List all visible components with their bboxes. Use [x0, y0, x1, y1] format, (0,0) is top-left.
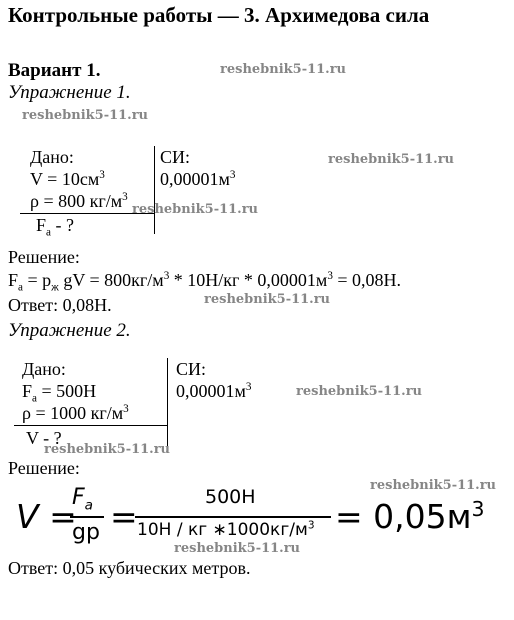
ex2-fraction-bar-2: [135, 516, 331, 518]
ex1-density-given: ρ = 800 $кг/м^3$: [30, 191, 128, 211]
watermark-6: reshebnik5-11.ru: [296, 384, 423, 399]
ex2-formula-v: V =: [16, 497, 77, 536]
ex2-divider-horizontal: [14, 425, 167, 426]
ex1-volume-si: $0,00001м^3$: [160, 169, 236, 189]
ex2-find: V - ?: [26, 428, 62, 448]
ex2-formula-denominator-1: gp: [72, 520, 100, 545]
ex2-fraction-bar-1: [70, 516, 104, 518]
ex1-si-label: СИ:: [160, 147, 191, 167]
ex2-answer: Ответ: 0,05 кубических метров.: [8, 558, 251, 578]
ex1-answer: Ответ: 0,08Н.: [8, 295, 112, 315]
ex1-formula: $F_а = p_ж$ gV = $800кг/м^3 * 10Н/кг * 0,00001м^3 = 0,08Н$.: [8, 270, 402, 294]
ex2-force-si: $0,00001м^3$: [176, 381, 252, 401]
ex2-si-label: СИ:: [176, 359, 207, 379]
exercise-1-heading: Упражнение 1.: [8, 82, 131, 103]
ex1-volume-given: $V = 10см^3$: [30, 169, 105, 189]
ex2-formula-denominator-2: 10Н / кг $∗1000кг/м^3$: [137, 519, 315, 540]
watermark-5: reshebnik5-11.ru: [204, 292, 331, 307]
ex2-formula-numerator-2: 500Н: [205, 486, 256, 508]
ex2-given-label: Дано:: [22, 359, 66, 379]
watermark-8: reshebnik5-11.ru: [370, 478, 497, 493]
ex1-given-label: Дано:: [30, 147, 74, 167]
page-title: Контрольные работы — 3. Архимедова сила: [8, 3, 430, 27]
ex2-formula-equals: =: [110, 497, 138, 536]
ex2-formula-result: = $0,05м^3$: [335, 497, 485, 536]
ex2-solution-label: Решение:: [8, 458, 80, 478]
ex2-force-given: $F_а = 500Н$: [22, 381, 97, 405]
watermark-9: reshebnik5-11.ru: [174, 541, 301, 556]
ex2-formula-numerator-1: $F_a$: [72, 485, 94, 514]
variant-heading: Вариант 1.: [8, 60, 101, 81]
ex1-find: $F_а$ - ?: [36, 215, 74, 239]
watermark-4: reshebnik5-11.ru: [132, 202, 259, 217]
ex2-density-given: ρ = 1000 $кг/м^3$: [22, 403, 129, 423]
ex1-divider-vertical: [154, 146, 155, 234]
exercise-2-heading: Упражнение 2.: [8, 320, 131, 341]
ex1-solution-label: Решение:: [8, 247, 80, 267]
ex2-divider-vertical: [167, 358, 168, 446]
watermark-3: reshebnik5-11.ru: [328, 152, 455, 167]
watermark-1: reshebnik5-11.ru: [220, 62, 347, 77]
watermark-2: reshebnik5-11.ru: [22, 108, 149, 123]
watermark-7: reshebnik5-11.ru: [44, 442, 171, 457]
